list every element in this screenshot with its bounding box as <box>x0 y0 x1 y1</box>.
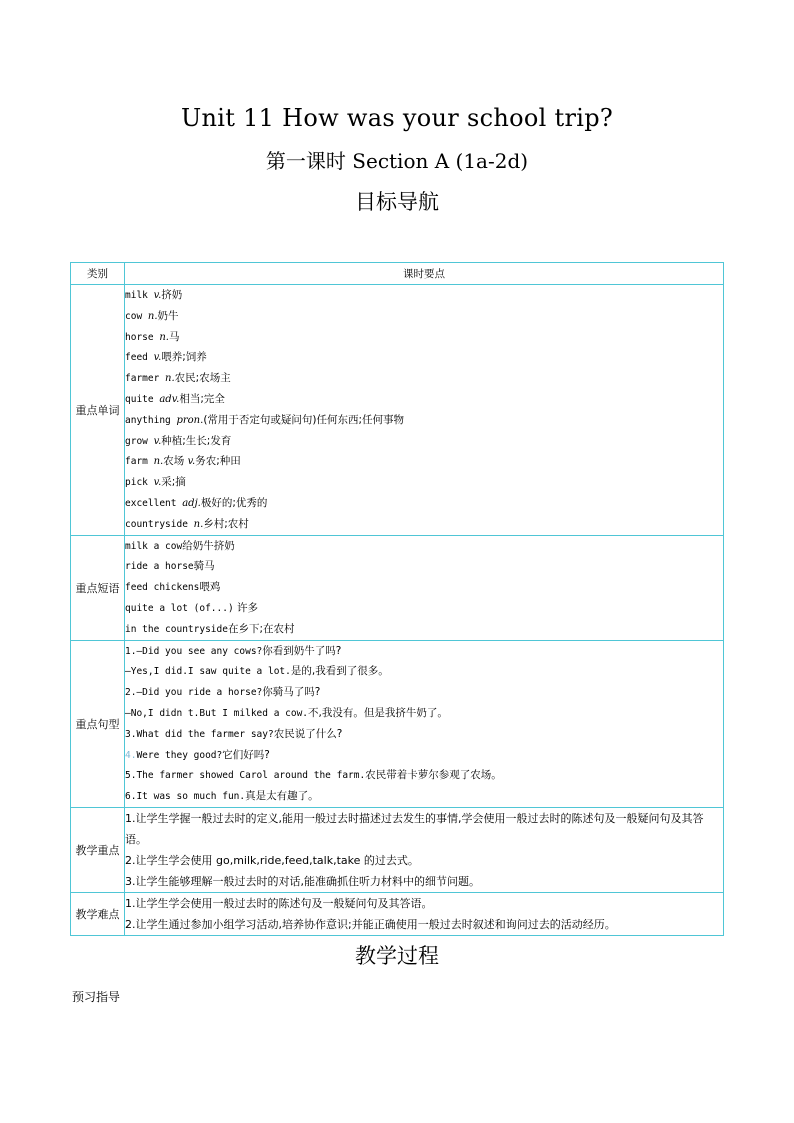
vocab-meaning: 相当;完全 <box>179 392 225 405</box>
vocab-meaning: (常用于否定句或疑问句)任何东西;任何事物 <box>203 413 405 426</box>
sentence-chinese: 是的,我看到了很多。 <box>290 665 389 678</box>
sentence-english: —No,I didn t.But I milked a cow. <box>125 707 309 719</box>
phrase-english: quite a lot (of...) <box>125 602 234 614</box>
vocab-pos: n. <box>153 456 164 468</box>
phrase-english: ride a horse <box>125 561 194 573</box>
preview-guide-label: 预习指导 <box>72 990 121 1004</box>
vocab-pos: v. <box>153 435 162 447</box>
vocab-item <box>125 285 723 306</box>
vocab-pos: v. <box>153 477 162 489</box>
vocab-meaning: 农民;农场主 <box>174 372 231 385</box>
header-category: 类别 <box>71 263 125 285</box>
vocab-meaning: 务农;种田 <box>195 455 241 468</box>
sentence-english: 1.—Did you see any cows? <box>125 645 263 657</box>
sentence-chinese: 农民说了什么? <box>273 727 343 740</box>
vocab-meaning: 乡村;农村 <box>203 517 249 530</box>
phrase-chinese: 给奶牛挤奶 <box>182 539 235 552</box>
vocab-list <box>125 285 724 536</box>
focus-item: 2.让学生学会使用 go,milk,ride,feed,talk,take 的过去式。 <box>125 853 419 867</box>
sentence-item <box>125 724 723 745</box>
difficulty-item: 1.让学生学会使用一般过去时的陈述句及一般疑问句及其答语。 <box>125 896 433 910</box>
sentence-chinese: 农民带着卡萝尔参观了农场。 <box>365 769 502 782</box>
vocab-meaning: 极好的;优秀的 <box>200 496 268 509</box>
sentence-english: 5.The farmer showed Carol around the farm. <box>125 770 366 782</box>
vocab-word: horse <box>125 331 160 343</box>
phrases-list <box>125 535 724 640</box>
sentence-item <box>125 745 723 766</box>
vocab-item <box>125 306 723 327</box>
vocab-word: anything <box>125 414 177 426</box>
vocab-word: milk <box>125 290 154 301</box>
vocab-item <box>125 327 723 348</box>
phrase-item <box>125 598 723 619</box>
vocab-pos: adj. <box>182 497 201 509</box>
vocab-item <box>125 347 723 368</box>
process-title: 教学过程 <box>355 944 439 968</box>
vocab-word: farm <box>125 456 154 468</box>
phrase-english: milk a cow <box>125 540 183 552</box>
sentence-english: 2.—Did you ride a horse? <box>125 687 263 699</box>
unit-title: Unit 11 How was your school trip? <box>180 104 614 132</box>
difficulty-item: 2.让学生通过参加小组学习活动,培养协作意识;并能正确使用一般过去时叙述和询问过去的活动经历。 <box>125 917 616 931</box>
vocab-item <box>125 431 723 452</box>
vocab-item <box>125 389 723 410</box>
vocab-pos: n. <box>147 310 158 322</box>
sentence-item <box>125 641 723 662</box>
difficulty-row <box>71 892 724 935</box>
sentences-list <box>125 640 724 807</box>
vocab-word: excellent <box>125 497 183 509</box>
phrase-item <box>125 577 723 598</box>
vocab-pos: n. <box>159 331 169 343</box>
vocab-pos: v. <box>153 290 162 301</box>
vocab-item <box>125 514 723 535</box>
vocab-item <box>125 472 723 493</box>
phrase-english: feed chickens <box>125 582 200 594</box>
sentence-chinese: 它们好吗? <box>222 748 270 761</box>
vocab-word: feed <box>125 352 154 364</box>
vocab-item <box>125 451 723 472</box>
vocab-category: 重点单词 <box>71 285 125 536</box>
vocab-item <box>125 410 723 431</box>
sentence-chinese: 不,我没有。但是我挤牛奶了。 <box>308 706 448 719</box>
focus-category: 教学重点 <box>71 807 125 892</box>
vocab-word: cow <box>125 310 148 322</box>
sentence-english: 3.What did the farmer say? <box>125 728 274 740</box>
focus-item: 1.让学生学握一般过去时的定义,能用一般过去时描述过去发生的事情,学会使用一般过去时的陈述句及一般疑问句及其答语。 <box>125 811 704 846</box>
vocab-pos: v. <box>153 352 162 364</box>
vocab-word: grow <box>125 435 154 447</box>
vocab-item <box>125 368 723 389</box>
vocab-word: quite <box>125 393 160 405</box>
sentence-chinese: 你骑马了吗? <box>262 686 321 699</box>
sentences-category: 重点句型 <box>71 640 125 807</box>
phrase-chinese: 骑马 <box>193 560 215 573</box>
phrase-item <box>125 556 723 577</box>
sentence-english: 6.It was so much fun. <box>125 791 246 803</box>
focus-row <box>71 807 724 892</box>
vocab-meaning: 奶牛 <box>157 309 179 322</box>
sentence-item <box>125 765 723 786</box>
sentence-chinese: 你看到奶牛了吗? <box>262 644 342 657</box>
sentence-item <box>125 661 723 682</box>
sentence-item <box>125 786 723 807</box>
difficulty-category: 教学难点 <box>71 892 125 935</box>
sentence-number: 4. <box>125 749 137 761</box>
vocab-meaning: 采;摘 <box>161 476 186 489</box>
sentence-item <box>125 703 723 724</box>
vocab-pos: v. <box>187 456 196 468</box>
sentences-row <box>71 640 724 807</box>
vocab-word: countryside <box>125 518 194 530</box>
phrase-chinese: 在乡下;在农村 <box>227 622 295 635</box>
sentence-english: —Yes,I did.I saw quite a lot. <box>125 666 291 678</box>
vocab-meaning: 马 <box>168 330 180 343</box>
vocab-word: pick <box>125 477 154 489</box>
phrase-chinese: 喂鸡 <box>199 581 221 594</box>
vocab-meaning: 挤奶 <box>161 289 183 301</box>
vocab-pos: adv. <box>159 393 180 405</box>
vocab-word: farmer <box>125 373 166 385</box>
phrases-row <box>71 535 724 640</box>
header-points: 课时要点 <box>125 263 724 285</box>
vocab-row <box>71 285 724 536</box>
vocab-pos: n. <box>165 373 175 385</box>
goal-guide-heading: 目标导航 <box>355 190 439 214</box>
sentence-item <box>125 682 723 703</box>
phrase-item <box>125 536 723 557</box>
sentence-english: Were they good? <box>136 749 223 761</box>
sentence-chinese: 真是太有趣了。 <box>245 790 319 803</box>
difficulty-list <box>125 892 724 935</box>
vocab-meaning: 农场 <box>163 455 188 468</box>
phrases-category: 重点短语 <box>71 535 125 640</box>
vocab-meaning: 种植;生长;发育 <box>161 434 232 447</box>
vocab-item <box>125 493 723 514</box>
phrase-chinese: 许多 <box>233 601 259 614</box>
phrase-english: in the countryside <box>125 623 228 635</box>
phrase-item <box>125 619 723 640</box>
table-header-row <box>71 263 724 285</box>
vocab-pos: pron. <box>176 414 204 426</box>
focus-list <box>125 807 724 892</box>
lesson-title: 第一课时 Section A (1a-2d) <box>265 149 529 173</box>
vocab-pos: n. <box>193 518 204 530</box>
lesson-plan-table <box>70 262 724 936</box>
focus-item: 3.让学生能够理解一般过去时的对话,能准确抓住听力材料中的细节问题。 <box>125 874 480 888</box>
vocab-meaning: 喂养;饲养 <box>161 351 207 364</box>
